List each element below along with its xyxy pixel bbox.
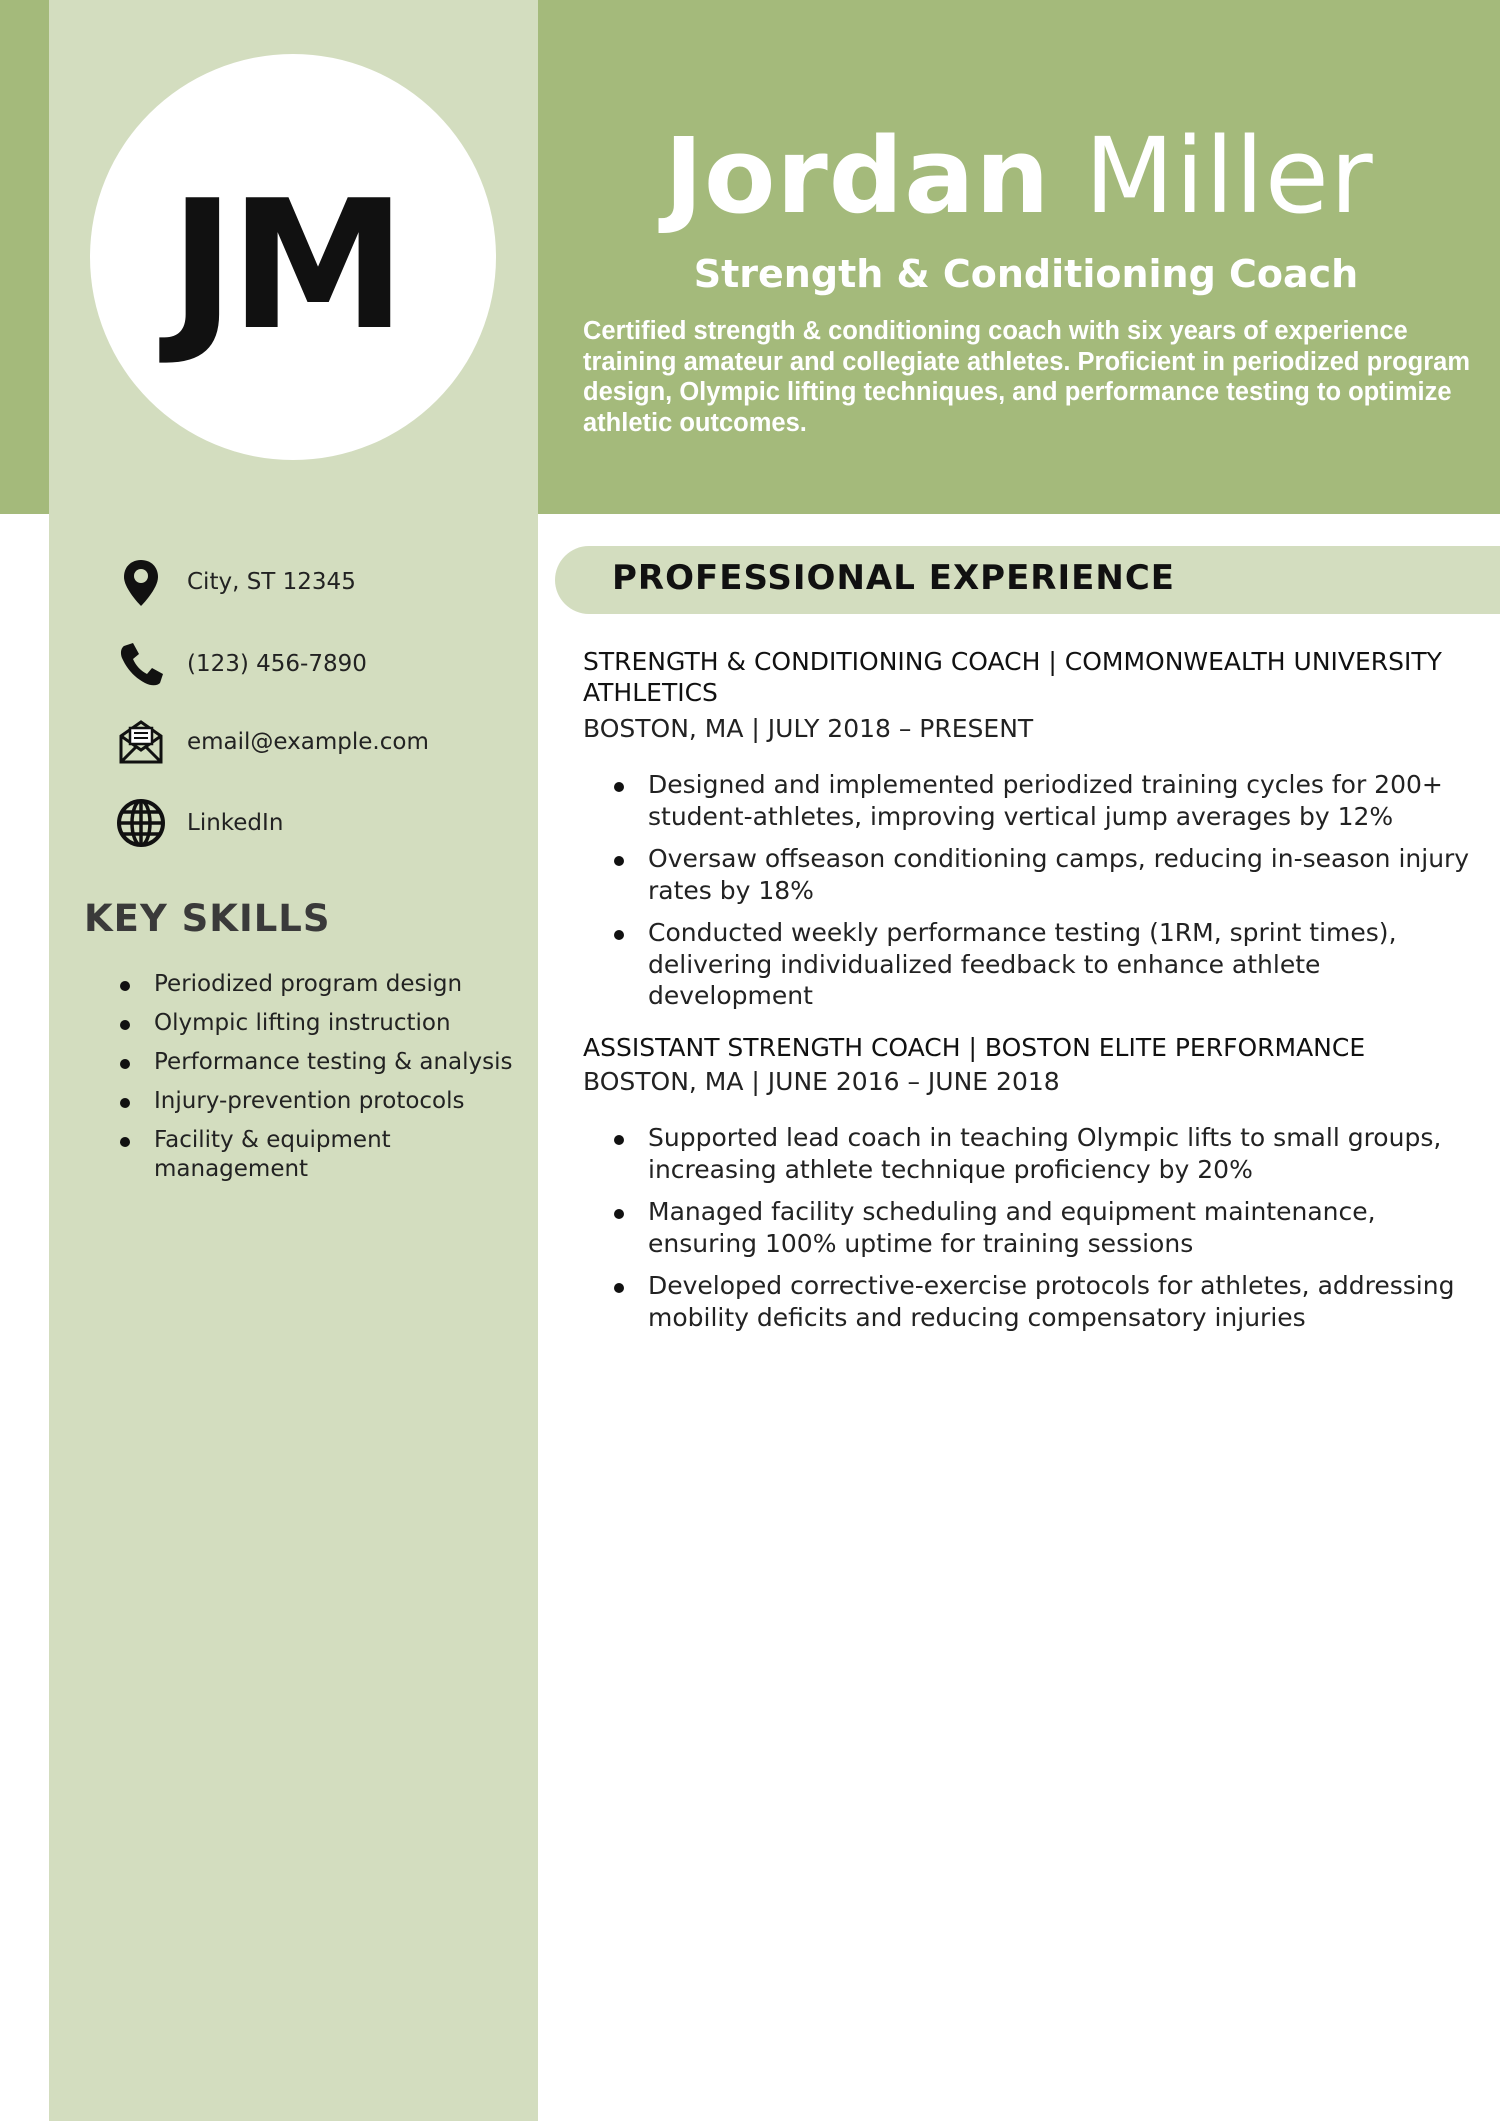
contact-location (115, 556, 356, 608)
envelope-icon (115, 716, 167, 768)
job-title: Strength & Conditioning Coach (693, 252, 1359, 296)
list-item: Oversaw offseason conditioning camps, reducing in-season injury rates by 18% (612, 843, 1482, 906)
globe-icon (115, 797, 167, 849)
location-text: City, ST 12345 (187, 569, 356, 595)
skills-list (118, 970, 518, 1194)
skill-item: Facility & equipment management (118, 1126, 414, 1184)
job-1-role: STRENGTH & CONDITIONING COACH | COMMONWEALTH UNIVERSITY ATHLETICS (583, 647, 1442, 707)
contact-linkedin[interactable] (115, 797, 283, 849)
list-item: Supported lead coach in teaching Olympic lifts to small groups, increasing athlete technique proficiency by 20% (612, 1122, 1482, 1185)
map-pin-icon (115, 556, 167, 608)
list-item: Designed and implemented periodized training cycles for 200+ student-athletes, improving vertical jump averages by 12% (612, 769, 1482, 832)
skill-item: Olympic lifting instruction (118, 1009, 518, 1038)
last-name: Miller (1084, 115, 1374, 237)
job-2-meta: BOSTON, MA | JUNE 2016 – JUNE 2018 (583, 1067, 1060, 1096)
job-1-meta: BOSTON, MA | JULY 2018 – PRESENT (583, 714, 1034, 743)
first-name: Jordan (664, 115, 1051, 237)
monogram-text: JM (169, 161, 401, 369)
phone-text: (123) 456-7890 (187, 651, 367, 677)
profile-summary: Certified strength & conditioning coach with six years of experience training amateur and collegiate athletes. Proficient in periodized program design, Olympic lifting techniques, and performance testing to optimize athletic outcomes. (583, 317, 1471, 437)
job-1-bullets (612, 769, 1482, 1023)
contact-email[interactable] (115, 716, 429, 768)
job-2-role: ASSISTANT STRENGTH COACH | BOSTON ELITE PERFORMANCE (583, 1033, 1366, 1062)
list-item: Conducted weekly performance testing (1RM, sprint times), delivering individualized feedback to enhance athlete development (612, 917, 1482, 1012)
phone-icon (115, 638, 167, 690)
candidate-name (538, 114, 1500, 239)
experience-heading: PROFESSIONAL EXPERIENCE (612, 558, 1175, 598)
contact-phone (115, 638, 367, 690)
email-link[interactable]: email@example.com (187, 729, 429, 755)
list-item: Developed corrective-exercise protocols for athletes, addressing mobility deficits and reducing compensatory injuries (612, 1270, 1482, 1333)
monogram-badge (90, 54, 496, 460)
linkedin-link[interactable]: LinkedIn (187, 810, 284, 836)
skill-item: Periodized program design (118, 970, 518, 999)
key-skills-heading: KEY SKILLS (84, 897, 331, 940)
list-item: Managed facility scheduling and equipment maintenance, ensuring 100% uptime for training sessions (612, 1196, 1482, 1259)
skill-item: Injury-prevention protocols (118, 1087, 518, 1116)
job-2-bullets (612, 1122, 1482, 1344)
skill-item: Performance testing & analysis (118, 1048, 518, 1077)
